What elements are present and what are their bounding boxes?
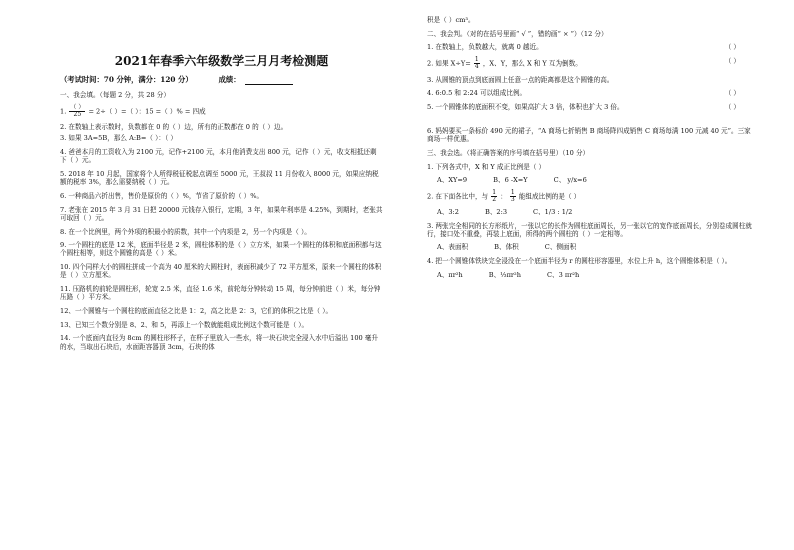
question-9: 9. 一个圆柱的底是 12 米，底面半径是 2 米，圆柱体积的是（ ）立方米，如果一个圆柱的体积和底面积都与这个圆柱相等，则这个圆锥的高是（ ）米。: [60, 241, 382, 258]
section-heading-choose: 三、我会选。（将正确答案的序号填在括号里）（10 分）: [427, 149, 590, 158]
judge-5: 5. 一个圆锥体的底面积不变，如果高扩大 3 倍，体积也扩大 3 倍。 （ ）: [427, 103, 740, 112]
option-b[interactable]: B、6 -X=Y: [493, 176, 528, 185]
question-12: 12、一个圆锥与一个圆柱的底面直径之比是 1：2，高之比是 2：3，它们的体积之比是（ ）。: [60, 306, 333, 315]
choice-4: 4. 把一个圆锥体铁块完全浸没在一个底面半径为 r 的圆柱形容器里，水位上升 h，这个圆锥体积是（ ）。: [427, 257, 732, 266]
question-5: 5. 2018 年 10 月起，国家将个人所得税征税起点调至 5000 元，王叔叔 11 月份收入 8000 元，如果应纳税额的税率 3%，那么需要纳税（ ）元。: [60, 170, 379, 187]
question-14-end: 积是（ ）cm³。: [427, 16, 475, 24]
option-c[interactable]: C、侧面积: [544, 243, 577, 252]
question-3: 3. 如果 3A=5B，那么 A:B=（ ）：（ ）: [60, 134, 177, 143]
exam-info: （考试时间：70 分钟，满分：120 分）: [60, 75, 193, 84]
judge-2: 2. 如果 X÷Y= $\frac{1}{4}$ ，X、Y，那么 X 和 Y 互为倒数。 （ ）: [427, 56, 740, 71]
question-6: 6. 一种商品六折出售，售价是原价的（ ）%，节省了原价的（ ）%。: [60, 191, 264, 200]
q1-number: 1.: [60, 107, 67, 116]
answer-blank[interactable]: （ ）: [724, 43, 740, 52]
answer-blank[interactable]: （ ）: [724, 103, 740, 112]
question-4: 4. 爸爸本月的工资收入为 2100 元，记作+2100 元，本月他消费支出 800 元，记作（ ）元，收支相抵还剩下（ ）元。: [60, 148, 377, 165]
section-heading-fill: 一、我会填。（每题 2 分，共 28 分）: [60, 91, 170, 99]
choice-1-options: [437, 174, 754, 184]
judge-3: 3. 从圆锥的顶点到底面圆上任意一点的距离都是这个圆锥的高。: [427, 75, 614, 84]
question-10: 10. 四个同样大小的圆柱拼成一个高为 40 厘米的大圆柱时，表面积减少了 72 平方厘米，原来一个圆柱的体积是（ ）立方厘米。: [60, 263, 382, 280]
score-blank[interactable]: [245, 75, 293, 85]
judge-1: 1. 在数轴上，负数越大，就离 0 越近。 （ ）: [427, 43, 740, 52]
option-c[interactable]: C、3 πr²h: [546, 270, 580, 279]
option-a[interactable]: A、3:2: [437, 208, 459, 217]
choice-2-options: [437, 206, 754, 216]
section-heading-judge: 二、我会判。（对的在括号里画“ √ ”，错的画“ × ”）（12 分）: [427, 29, 608, 38]
page-title: 2021年春季六年级数学三月月考检测题: [114, 54, 329, 68]
choice-4-options: [437, 269, 754, 279]
exam-meta: [60, 75, 383, 85]
option-c[interactable]: C、 y/x=6: [553, 176, 587, 185]
option-a[interactable]: A、πr²h: [437, 270, 463, 279]
answer-blank[interactable]: （ ）: [724, 89, 740, 98]
option-a[interactable]: A、表面积: [437, 243, 469, 252]
question-11: 11. 压路机的前轮是圆柱形，轮宽 2.5 米，直径 1.6 米，前轮每分钟转动 15 周，每分钟前进（ ）米，每分钟压路（ ）平方米。: [60, 285, 381, 302]
q1-fraction: $\frac{( )}{25}$: [70, 103, 85, 118]
question-2: 2. 在数轴上表示数时，负数都在 0 的（ ）边，所有的正数都在 0 的（ ）边。: [60, 123, 288, 132]
question-1: [60, 105, 383, 118]
choice-3-options: [437, 241, 754, 251]
option-a[interactable]: A、XY=9: [437, 176, 468, 185]
score-label: 成绩：: [218, 75, 241, 84]
q1-text: = 2÷（ ）=（ ）：15 =（ ）% = 四成: [88, 107, 206, 116]
option-b[interactable]: B、⅓πr²h: [488, 270, 521, 279]
right-column: [397, 0, 794, 550]
question-7: 7. 老张在 2015 年 3 月 31 日把 20000 元钱存入银行，定期，3 年，如果年利率是 4.25%，到期时，老张共可取回（ ）元。: [60, 205, 383, 222]
judge-4: 4. 6:0.5 和 2:24 可以组成比例。 （ ）: [427, 89, 740, 98]
choice-3: 3. 两张完全相同的长方形纸片，一张以它的长作为圆柱底面周长，另一张以它的宽作底面周长，分别卷成圆柱就行，接口处不重叠，再装上底面，所得的两个圆柱的（ ）一定相等。: [427, 222, 752, 239]
choice-2: 2. 在下面各比中，与 $\frac{1}{2}$ ： $\frac{1}{3}$ 能组成比例的是（ ）: [427, 189, 581, 204]
judge-6: 6. 妈妈要买一条标价 490 元的裙子，“A 商场七折销售 B 商场降四成销售 C 商场每满 100 元减 40 元”。三家商场一样优惠。: [427, 127, 751, 144]
question-13: 13、已知三个数分别是 8、2、和 5，再添上一个数就能组成比例这个数可能是（ ）。: [60, 320, 309, 329]
j2-fraction: $\frac{1}{4}$: [474, 56, 479, 71]
option-b[interactable]: B、2:3: [484, 208, 508, 217]
answer-blank[interactable]: （ ）: [724, 57, 740, 66]
question-8: 8. 在一个比例里，两个外项的积最小的质数，其中一个内项是 2，另一个内项是（ ）。: [60, 227, 311, 236]
question-14: 14. 一个底面内直径为 8cm 的圆柱形杯子，在杯子里放入一些水，将一块石块完全浸入水中后溢出 100 毫升的水，当取出石块后，水面距容器顶 3cm，石块的体: [60, 334, 379, 351]
choice-1: 1. 下列各式中，X 和 Y 成正比例是（ ）: [427, 162, 546, 171]
option-c[interactable]: C、1/3 : 1/2: [533, 208, 573, 217]
option-b[interactable]: B、体积: [494, 243, 519, 252]
